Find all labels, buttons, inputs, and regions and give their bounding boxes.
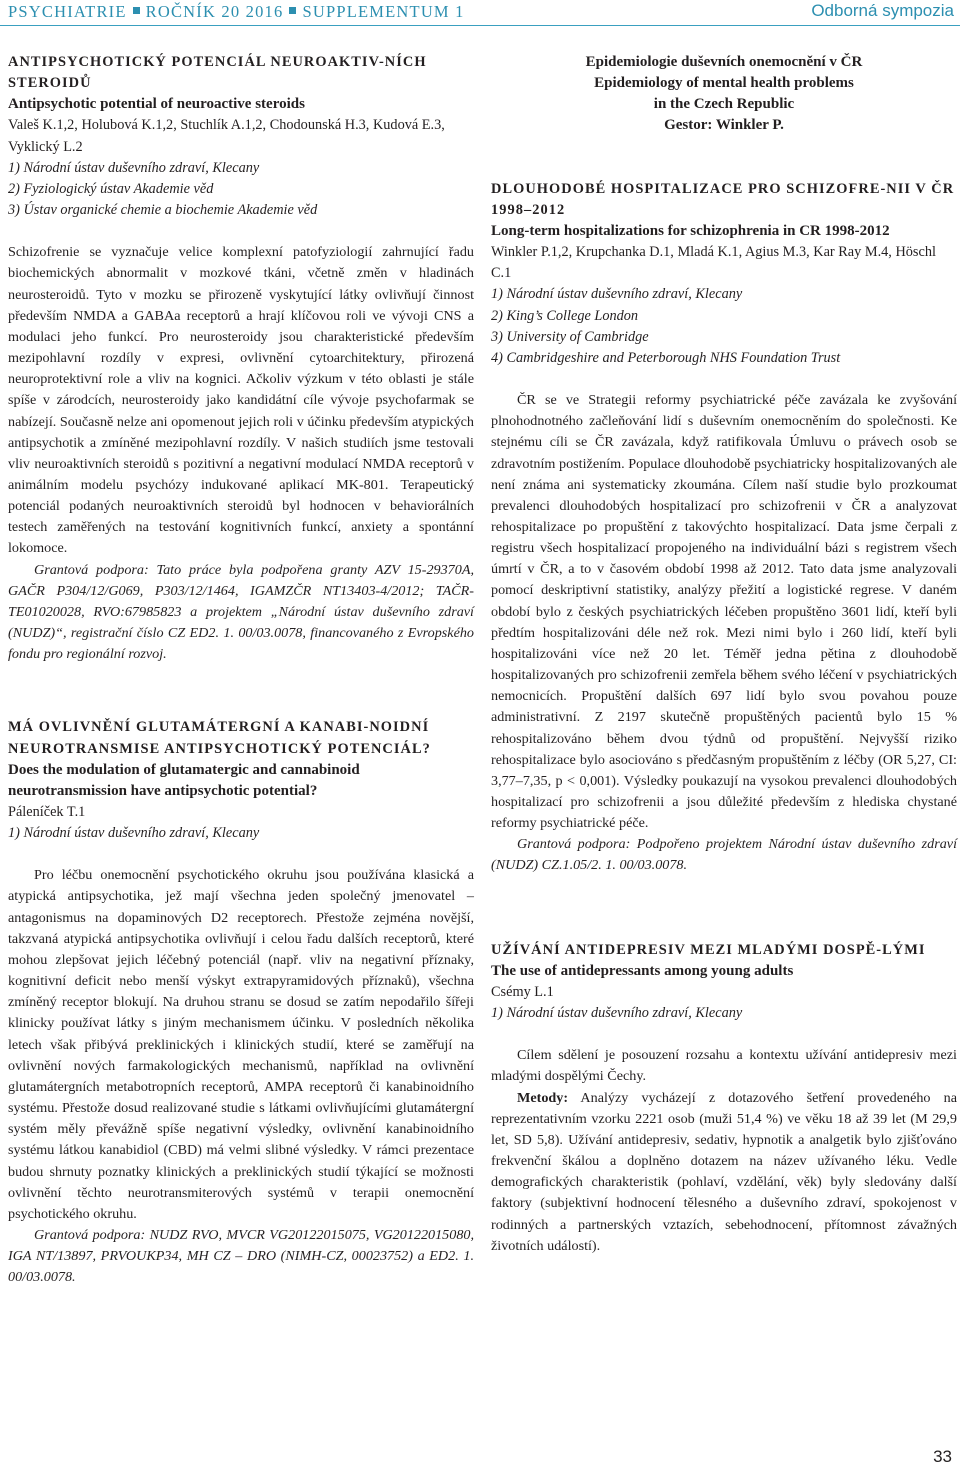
supplement: SUPPLEMENTUM 1: [302, 2, 465, 21]
abstract-title-cz: DLOUHODOBÉ HOSPITALIZACE PRO SCHIZOFRE-NII V ČR 1998–2012: [491, 180, 955, 218]
volume: ROČNÍK 20: [145, 2, 241, 21]
square-bullet-icon: [133, 7, 140, 14]
abstract-title-cz: MÁ OVLIVNĚNÍ GLUTAMÁTERGNÍ A KANABI-NOIDNÍ NEUROTRANSMISE ANTIPSYCHOTICKÝ POTENCIÁL?: [8, 719, 431, 757]
abstract-body: [8, 242, 474, 559]
running-header: [0, 0, 960, 26]
year: 2016: [245, 2, 284, 21]
abstract-2: [8, 717, 474, 1288]
section-name: Odborná sympozia: [811, 1, 954, 20]
abstract-text: Schizofrenie se vyznačuje velice komplexní patofyziologií zahrnující řadu biochemických abnormalit v mozkové tkáni, včetně změn v hladinách neurosteroidů. Tyto v mozku se přirozeně vyskytující látky ovlivňují činnost především NMDA a GABAa receptorů a hrají klíčovou roli ve vývoji CNS a modulaci jeho funkcí. Pro neurosteroidy jsou charakteristické především mezipohlavní rozdíly v expresi, ovlivnění cytoarchitektury, přirozená neuroprotektivní role a vliv na kognici. Ačkoliv výzkum v této oblasti je stále spíše v zárodcích, neurosteroidy jako kandidátní cíle vývoje psychofarmak se nabízejí. Současně nelze ani opomenout jejich roli v účinku především atypických antipsychotik a zmíněné mezipohlavní rozdíly. V našich studiích jsme testovali vliv neuroaktivních steroidů s pozitivní a negativní modulací NMDA receptorů v animálním modelu psychózy indukované aplikací MK-801. Terapeutický potenciál podaných neuroaktivních steroidů byl hodnocen v behaviorálních testech zaměřených na testování kognitivních funkcí, anxiety a spontánní lokomoce.: [8, 244, 474, 557]
journal-name: PSYCHIATRIE: [8, 2, 127, 21]
abstract-methods: [491, 1088, 957, 1257]
square-bullet-icon: [289, 7, 296, 14]
methods-label: Metody:: [517, 1089, 569, 1106]
abstract-text: Cílem sdělení je posouzení rozsahu a kontextu užívání antidepresiv mezi mladými dospělými Čechy.: [491, 1047, 957, 1085]
affiliation: 2) Fyziologický ústav Akademie věd: [8, 180, 214, 197]
abstract-title-en: Does the modulation of glutamatergic and cannabinoid neurotransmission have antipsychotic potential?: [8, 761, 360, 799]
affiliation: 3) Ústav organické chemie a biochemie Akademie věd: [8, 202, 318, 219]
affiliation: 3) University of Cambridge: [491, 328, 649, 345]
journal-info: [8, 2, 465, 22]
affiliation: 1) Národní ústav duševního zdraví, Klecany: [8, 159, 260, 176]
affiliation: 1) Národní ústav duševního zdraví, Klecany: [491, 286, 743, 303]
grant-support: Grantová podpora: Podpořeno projektem Národní ústav duševního zdraví (NUDZ) CZ.1.05/2. 1. 00/03.0078.: [491, 836, 957, 874]
session-gestor: Gestor: Winkler P.: [664, 117, 784, 134]
affiliation: 1) Národní ústav duševního zdraví, Klecany: [491, 1005, 743, 1022]
abstract-body: [491, 1045, 957, 1257]
abstract-body: [491, 390, 957, 834]
methods-text: Analýzy vycházejí z dotazového šetření provedeného na reprezentativním vzorku 2221 osob (muži 51,4 %) ve věku 18 až 39 let (M 29,9 let, SD 5,8). Užívání antidepresiv, sedativ, hypnotik a analgetik bylo zjišťováno frekvenční škálou a doplněno dotazem na název užívaného léku. Vedle demografických charakteristik (pohlaví, vzdělání, věk) byly sledovány další faktory (subjektivní hodnocení tělesného a duševního zdraví, spokojenost v rodinných a partnerských vztazích, sebehodnocení, přítomnost závažných životních událostí).: [491, 1089, 957, 1254]
affiliation: 4) Cambridgeshire and Peterborough NHS Foundation Trust: [491, 349, 841, 366]
abstract-title-cz: UŽÍVÁNÍ ANTIDEPRESIV MEZI MLADÝMI DOSPĚ-LÝMI: [491, 941, 926, 958]
abstract-authors: Csémy L.1: [491, 983, 554, 1000]
left-column: [8, 52, 474, 1288]
abstract-3: [491, 179, 957, 877]
abstract-authors: Valeš K.1,2, Holubová K.1,2, Stuchlík A.1,2, Chodounská H.3, Kudová E.3, Vyklický L.2: [8, 117, 445, 155]
abstract-title-cz: ANTIPSYCHOTICKÝ POTENCIÁL NEUROAKTIV-NÍCH STEROIDŮ: [8, 54, 427, 92]
abstract-text: Pro léčbu onemocnění psychotického okruhu jsou používána klasická a atypická antipsychotika, jež mají všechna jeden společný jmenovatel – antagonismus na dopaminových D2 receptorech. Přestože zejména novější, takzvaná atypická antipsychotika ovlivňují i celou řadu dalších receptorů, které mohou zlepšovat jejich léčebný potenciál (např. vliv na negativní příznaky, kognitivní deficit nebo menší výskyt extrapyramidových příznaků), všechna zmíněný receptor blokují. Na druhou stranu se dosud se zatím nepodařilo šířeji klinicky používat látky s jiným mechanismem účinku. V posledních několika letech však přibývá preklinických i klinických studií, které se zaměřují na ovlivnění nových farmakologických mechanismů, například na ovlivnění glutamátergních metabotropních receptorů, AMPA receptorů či kanabinoidního systému. Přestože dosud realizované studie s látkami ovlivňujícími glutamátergní systém měly převážně spíše negativní výsledky, ovlivnění kanabinoidního systému látkou kanabidiol (CBD) má velmi slibné výsledky. V rámci prezentace budou shrnuty poznatky klinických a preklinických studií týkající se možnosti ovlivnění těchto neurotransmiterových systémů v terapii onemocnění psychotického okruhu.: [8, 867, 474, 1222]
abstract-authors: Winkler P.1,2, Krupchanka D.1, Mladá K.1, Agius M.3, Kar Ray M.4, Höschl C.1: [491, 244, 936, 282]
abstract-body: [8, 865, 474, 1225]
session-title-en-2: in the Czech Republic: [653, 96, 795, 113]
abstract-4: [491, 940, 957, 1257]
abstract-title-en: Antipsychotic potential of neuroactive steroids: [8, 96, 305, 113]
session-header: [491, 52, 957, 137]
session-title-en: Epidemiology of mental health problems: [594, 75, 854, 92]
abstract-authors: Páleníček T.1: [8, 804, 86, 820]
page-number: 33: [933, 1447, 952, 1466]
abstract-title-en: Long-term hospitalizations for schizophrenia in CR 1998-2012: [491, 222, 890, 239]
grant-support: Grantová podpora: NUDZ RVO, MVCR VG20122015075, VG20122015080, IGA NT/13897, PRVOUKP34, MH CZ – DRO (NIMH-CZ, 00023752) a ED2. 1. 00/03.0078.: [8, 1226, 474, 1286]
abstract-text: ČR se ve Strategii reformy psychiatrické péče zavázala ke zvyšování plnohodnotného začleňování lidí s duševním onemocněním do společnosti. Ke stejnému cíli se ČR zavázala, když ratifikovala Úmluvu o právech osob se zdravotním postižením. Populace dlouhodobě psychiatricky hospitalizovaných ale není známa ani systematicky zkoumána. Cílem naší studie bylo prozkoumat prevalenci dlouhodobých hospitalizací pro schizofrenii v ČR a analyzovat rehospitalizace po propuštění z takovýchto hospitalizací. Data jsme čerpali z registru všech hospitalizací propojeného na individuální bázi s registrem všech úmrtí v ČR, a to v časovém období 1998 až 2012. Tato data jsme analyzovali pomocí deskriptivní statistiky, analýzy přežití a logistické regrese. V daném období bylo z českých psychiatrických léčeben propuštěno 3601 lidí, kteří byli předtím hospitalizováni déle než rok. Mezi nimi bylo i 260 lidí, kteří byli hospitalizováni více než 20 let. Téměř jedna pětina z dlouhodobě hospitalizovaných pro schizofrenii zemřela během svého léčení v psychiatrických nemocnicích. Propuštění dalších 697 lidí bylo svou povahou pouze administrativní. Z 2197 skutečně propuštěných pacientů bylo 15 % rehospitalizováno během dvou týdnů od propuštění. Nejvyšší riziko rehospitalizace bylo asociováno s předčasným propuštěním z léčby (OR 5,27, CI: 3,77–7,35, p < 0,001). Výsledky poukazují na vysokou prevalenci dlouhodobých hospitalizací pro schizofrenii a jsou důležité především z hlediska chystané reformy psychiatrické péče.: [491, 392, 957, 832]
session-title-cz: Epidemiologie duševních onemocnění v ČR: [585, 54, 863, 70]
grant-support: Grantová podpora: Tato práce byla podpořena granty AZV 15-29370A, GAČR P304/12/G069, P303/12/1464, IGAMZČR NT13403-4/2012; TAČR-TE01020028, RVO:67985823 a projektem „Národní ústav duševního zdraví (NUDZ)“, registrační číslo CZ ED2. 1. 00/03.0078, financovaného z Evropského fondu pro regionální rozvoj.: [8, 561, 474, 663]
affiliation: 1) Národní ústav duševního zdraví, Klecany: [8, 825, 260, 842]
right-column: [491, 52, 957, 1257]
affiliation: 2) King’s College London: [491, 307, 639, 324]
abstract-title-en: The use of antidepressants among young adults: [491, 962, 794, 979]
abstract-1: [8, 52, 474, 665]
